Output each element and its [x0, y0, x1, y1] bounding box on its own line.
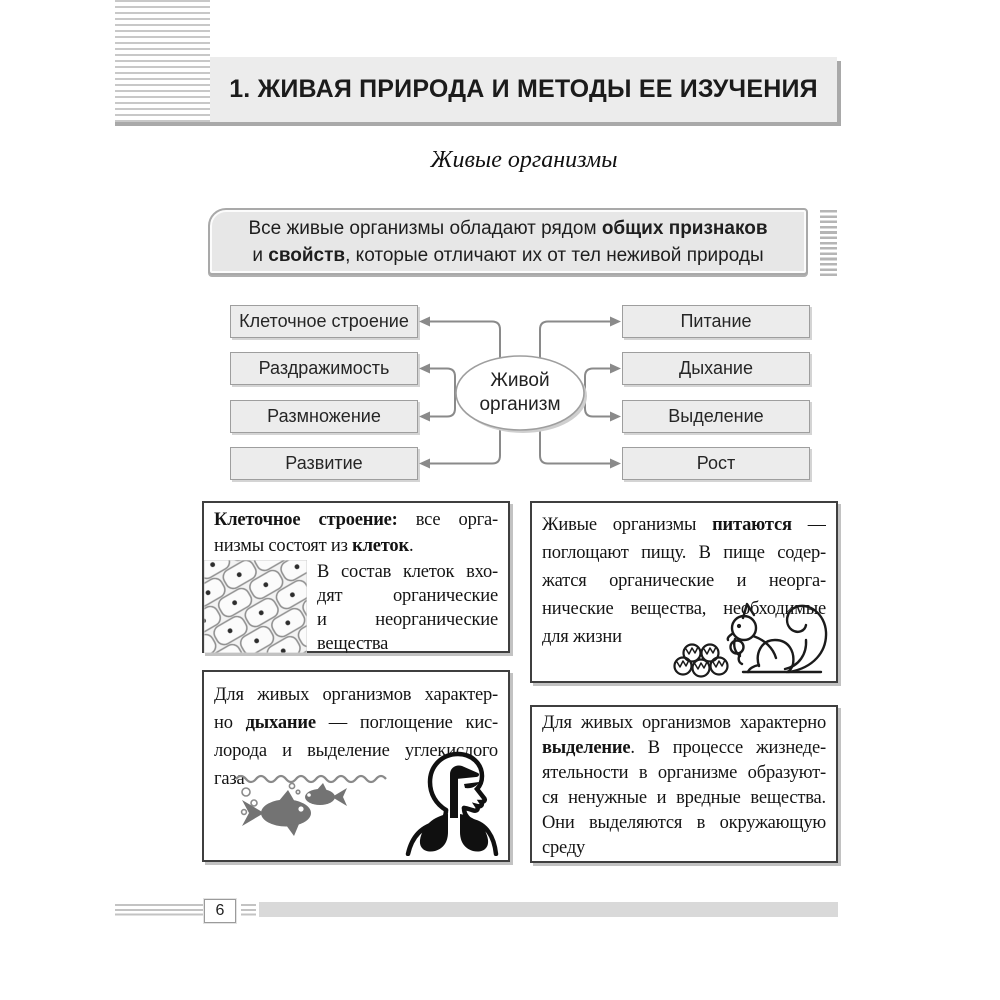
- text-line: Они выделяются в окружающую: [542, 813, 826, 833]
- text-line: жатся органические и неорга-: [542, 571, 826, 591]
- diagram-label: Дыхание: [679, 358, 753, 378]
- text-line: ся ненужные и вредные вещества.: [542, 788, 826, 808]
- stripes-decoration-top-left: [115, 0, 210, 125]
- page-number-value: 6: [215, 902, 225, 919]
- diagram-label: Развитие: [285, 453, 363, 473]
- text-line: В состав клеток вхо-: [317, 562, 498, 582]
- plant-cells-illustration: [204, 560, 307, 653]
- intro-line: и свойств, которые отличают их от тел неживой природы: [252, 244, 764, 266]
- page-subtitle: Живые организмы: [430, 147, 618, 173]
- diagram-label: Выделение: [668, 406, 764, 426]
- diagram-label: Раздражимость: [258, 358, 390, 378]
- text-line: среду: [542, 838, 586, 858]
- diagram-label: Размножение: [267, 406, 381, 426]
- text-line: ятельности в организме образуют-: [542, 763, 826, 783]
- header-shadow-strip: [115, 122, 215, 126]
- ellipse-label-line2: организм: [479, 394, 561, 415]
- text-line: Для живых организмов характер-: [214, 685, 498, 705]
- fish-underwater-illustration: [228, 759, 398, 854]
- card-cell-structure: [202, 501, 510, 653]
- text-line: низмы состоят из клеток.: [214, 536, 414, 556]
- text-line: Клеточное строение: все орга-: [214, 510, 498, 530]
- page-number: [204, 899, 236, 923]
- footer-lines-decoration: [241, 904, 256, 917]
- text-line: поглощают пищу. В пище содер-: [542, 543, 826, 563]
- card-nutrition: [530, 501, 838, 683]
- dashes-decoration-right: [820, 210, 837, 278]
- footer-lines-decoration: [115, 904, 203, 917]
- footer-bar-decoration: [259, 902, 838, 917]
- diagram-label: Рост: [696, 453, 736, 473]
- diagram-label: Питание: [680, 311, 752, 331]
- text-line: для жизни: [542, 627, 622, 647]
- text-line: Живые организмы питаются —: [542, 515, 826, 535]
- text-line: нические вещества, необходимые: [542, 599, 826, 619]
- human-respiratory-system-illustration: [404, 746, 500, 856]
- squirrel-with-nuts-illustration: [655, 596, 831, 678]
- text-line: выделение. В процессе жизнеде-: [542, 738, 826, 758]
- organism-diagram-connectors: [200, 295, 840, 490]
- text-line: лорода и выделение углекислого: [214, 741, 498, 761]
- living-organism-ellipse: [456, 356, 584, 430]
- diagram-label: Клеточное строение: [239, 311, 409, 331]
- chapter-header: [210, 57, 837, 122]
- text-line: дят органические: [317, 586, 498, 606]
- intro-box: [208, 208, 808, 275]
- text-line: Для живых организмов характерно: [542, 713, 826, 733]
- text-line: но дыхание — поглощение кис-: [214, 713, 498, 733]
- chapter-title: 1. ЖИВАЯ ПРИРОДА И МЕТОДЫ ЕЕ ИЗУЧЕНИЯ: [229, 75, 818, 103]
- text-line: вещества: [317, 634, 389, 654]
- intro-line: Все живые организмы обладают рядом общих признаков: [248, 217, 768, 239]
- card-excretion: [530, 705, 838, 863]
- card-breathing: [202, 670, 510, 862]
- ellipse-label-line1: Живой: [490, 370, 550, 391]
- text-line: и неорганические: [317, 610, 498, 630]
- text-line: газа: [214, 769, 245, 789]
